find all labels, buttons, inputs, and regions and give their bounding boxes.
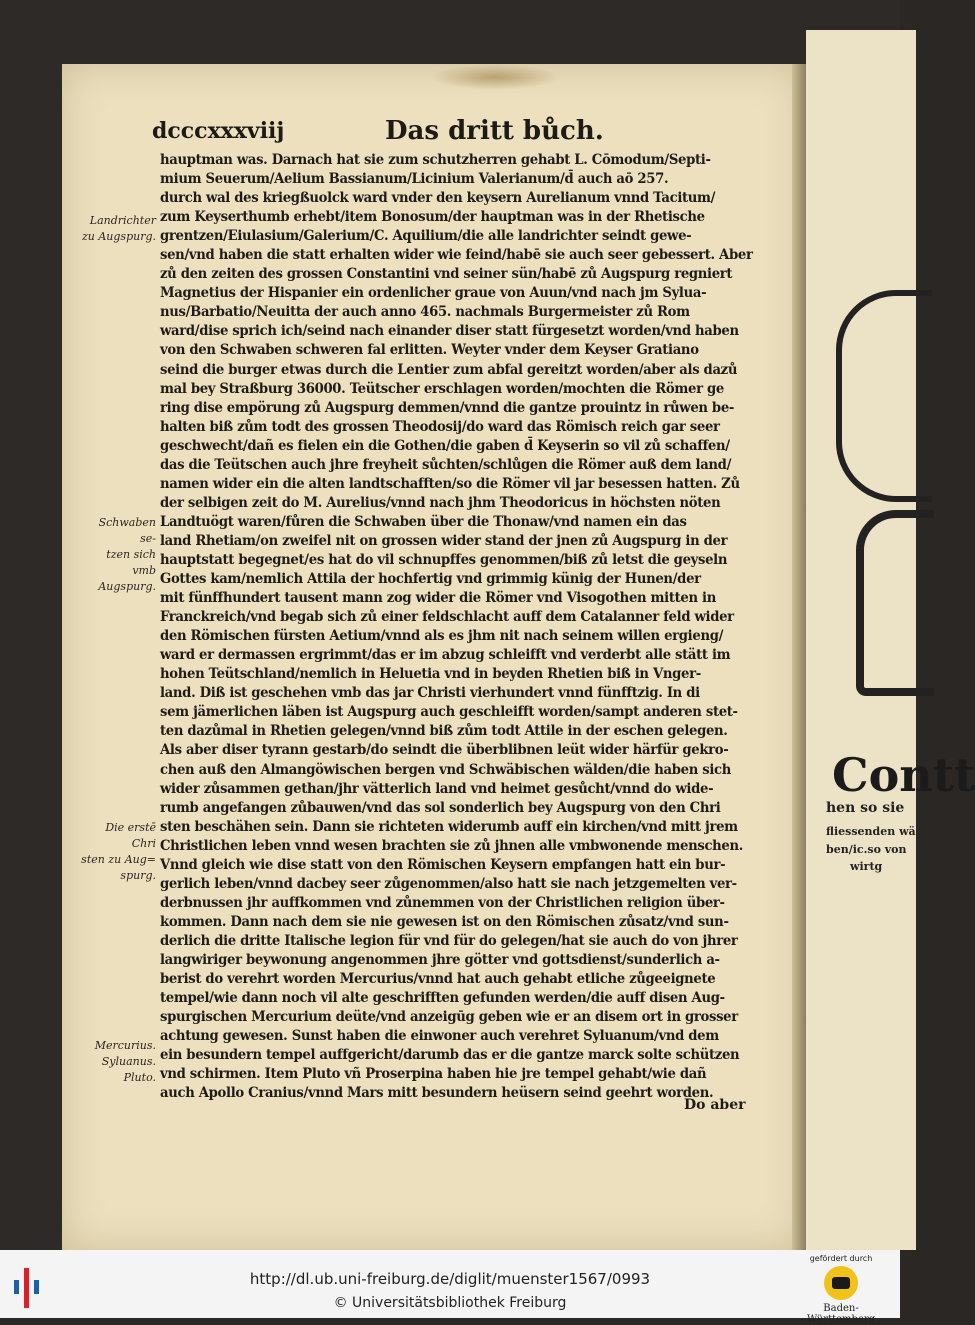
text-line: mium Seuerum/Aelium Bassianum/Licinium Valerianum/d̄ auch aō 257. [160, 171, 669, 188]
text-line: derbnussen jhr auffkommen vnd zůnemmen von der Christlichen religion über- [160, 894, 725, 911]
text-line: achtung gewesen. Sunst haben die einwoner auch verehret Syluanum/vnd dem [160, 1028, 719, 1045]
state-seal-icon [824, 1266, 858, 1300]
text-line: zů den zeiten des grossen Constantini vnd seiner sün/habē zů Augspurg regniert [160, 266, 733, 283]
permalink-url[interactable]: http://dl.ub.uni-freiburg.de/diglit/muenster1567/0993 [249, 1270, 651, 1288]
folio-number: dcccxxxviij [152, 118, 285, 144]
text-line: auch Apollo Cranius/vnnd Mars mitt besundern heüsern seind geehrt worden. [160, 1085, 714, 1102]
marginal-note-line: Landrichter [89, 214, 156, 227]
facing-line: wirtg [850, 860, 883, 873]
text-line: ein besundern tempel auffgericht/darumb das er die gantze marck solte schützen [160, 1047, 740, 1064]
marginal-note-line: Mercurius. [94, 1039, 156, 1052]
catchword: Do aber [684, 1097, 746, 1113]
text-line: seind die burger etwas durch die Lentier zum abfal gereitzt worden/aber als dazů [160, 361, 738, 378]
text-line: ten dazůmal in Rhetien gelegen/vnnd biß zům todt Attile in der eschen gelegen. [160, 723, 728, 740]
decorated-initial-ornament [856, 510, 934, 696]
text-line: rumb angefangen zůbauwen/vnd das sol sonderlich bey Augspurg von den Chri [160, 799, 721, 816]
text-line: mit fünffhundert tausent mann zog wider die Römer vnd Visogothen mitten in [160, 590, 716, 607]
viewer-footer [0, 1250, 900, 1325]
text-line: berist do verehrt worden Mercurius/vnnd hat auch gehabt etliche zůgeeignete [160, 971, 716, 988]
text-line: von den Schwaben schweren fal erlitten. Weyter vnder dem Keyser Gratiano [160, 342, 699, 359]
text-line: land Rhetiam/on zweifel nit on grossen wider stand der jnen zů Augspurg in der [160, 532, 728, 549]
facing-line: hen so sie [826, 800, 905, 816]
text-line: vnd schirmen. Item Pluto vñ Proserpina haben hie jre tempel gehabt/wie dañ [160, 1066, 707, 1083]
text-line: gerlich leben/vnnd dacbey seer zůgenommen/also hatt sie nach jetzgemelten ver- [160, 875, 737, 892]
text-line: hauptstatt begegnet/es hat do vil schnupffes genommen/biß zů letst die geyseln [160, 551, 728, 568]
text-line: Vnnd gleich wie dise statt von den Römischen Keysern empfangen hatt ein bur- [160, 856, 726, 873]
text-line: hauptman was. Darnach hat sie zum schutzherren gehabt L. Cōmodum/Septi- [160, 152, 711, 168]
text-line: sten beschähen sein. Dann sie richteten widerumb auff ein kirchen/vnd mitt jrem [160, 818, 738, 835]
text-line: land. Diß ist geschehen vmb das jar Christi vierhundert vnnd fünfftzig. In di [160, 685, 700, 702]
text-line: hohen Teütschland/nemlich in Heluetia vnd in beyden Rhetien biß in Vnger- [160, 666, 701, 683]
text-line: grentzen/Eiulasium/Galerium/C. Aquilium/die alle landrichter seindt gewe- [160, 228, 692, 245]
text-line: Christlichen leben vnnd wesen brachten sie zů jhnen alle vmbwonende menschen. [160, 837, 744, 854]
text-line: wider zůsammen gethan/jhr vätterlich land vnd heimet gesůcht/vnnd do wide- [160, 780, 714, 797]
text-line: spurgischen Mercurium deüte/vnd anzeigūg geben wie er an disem ort in grosser [160, 1009, 738, 1026]
text-line: Franckreich/vnd begab sich zů einer feldschlacht auff dem Catalanner feld wider [160, 609, 734, 626]
marginal-note-line: zu Augspurg. [81, 230, 156, 243]
text-line: derlich die dritte Italische legion für vnd für do gelegen/hat sie auch do von jhrer [160, 932, 738, 949]
text-line: Magnetius der Hispanier ein ordenlicher graue von Auun/vnd nach jm Sylua- [160, 285, 707, 302]
text-line: mal bey Straßburg 36000. Teütscher erschlagen worden/mochten die Römer ge [160, 380, 724, 397]
decorated-initial-ornament [836, 290, 932, 502]
text-line: chen auß den Almangöwischen bergen vnd Schwäbischen wälden/die haben sich [160, 761, 732, 778]
text-line: nus/Barbatio/Neuitta der auch anno 465. nachmals Burgermeister zů Rom [160, 304, 690, 321]
body-text [160, 151, 752, 1103]
page-edge [792, 64, 806, 1250]
marginal-note [80, 820, 156, 884]
text-line: tempel/wie dann noch vil alte geschrifften gefunden werden/die auff disen Aug- [160, 990, 725, 1007]
marginal-note [80, 1038, 156, 1086]
paper-stain [430, 64, 560, 90]
text-line: Gottes kam/nemlich Attila der hochfertig vnd grimmig künig der Hunen/der [160, 571, 701, 588]
text-line: zum Keyserthumb erhebt/item Bonosum/der hauptman was in der Rhetische [160, 209, 705, 226]
text-line: Als aber diser tyrann gestarb/do seindt die überblibnen leüt wider härfür gekro- [160, 742, 729, 759]
facing-line: ben/ic.so von [826, 843, 907, 856]
text-line: Landtuögt waren/fůren die Schwaben über die Thonaw/vnd namen ein das [160, 513, 687, 530]
text-line: den Römischen fürsten Aetium/vnnd als es jhm nit nach seinem willen ergieng/ [160, 628, 724, 645]
marginal-note-line: Die erstē Chri [105, 821, 156, 850]
text-line: geschwecht/dañ es fielen ein die Gothen/die gaben d̄ Keyserin so vil zů schaffen/ [160, 437, 730, 454]
text-line: langwiriger beywonung angenommen jhre götter vnd gottsdienst/sunderlich a- [160, 951, 720, 968]
marginal-note-line: Syluanus. [101, 1055, 156, 1068]
marginal-note [80, 515, 156, 595]
marginal-note-line: tzen sich vmb [106, 548, 156, 577]
text-line: sen/vnd haben die statt erhalten wider wie feind/habē sie auch seer gebessert. Aber [160, 247, 753, 264]
marginal-note-line: Pluto. [123, 1071, 156, 1084]
text-line: der selbigen zeit do M. Aurelius/vnnd nach jhm Theodoricus in höchsten nöten [160, 494, 721, 511]
sponsor-state: Baden-Württemberg [806, 1303, 876, 1325]
marginal-note [80, 213, 156, 245]
copyright-notice: © Universitätsbibliothek Freiburg [333, 1295, 567, 1311]
text-line: sem jämerlichen läben ist Augspurg auch geschleifft worden/sampt anderen stet- [160, 704, 738, 721]
marginal-note-line: Augspurg. [98, 580, 156, 593]
running-head: Das dritt bůch. [385, 116, 604, 146]
facing-line: fliessenden wä [826, 825, 916, 838]
marginal-note-line: Schwaben se- [98, 516, 156, 545]
marginal-note-line: spurg. [120, 869, 156, 882]
facing-title: Contt [832, 748, 975, 802]
text-line: namen wider ein die alten landtschafften/so die Römer vil jar besessen hatten. Zů [160, 475, 740, 492]
sponsor-block [796, 1254, 886, 1325]
text-line: ward/dise sprich ich/seind nach einander diser statt fürgesetzt worden/vnd haben [160, 323, 739, 340]
text-line: das die Teütschen auch jhre freyheit sůchten/schlůgen die Römer auß dem land/ [160, 456, 732, 473]
facing-page [806, 30, 975, 1250]
text-line: kommen. Dann nach dem sie nie gewesen ist on den Römischen zůsatz/vnd sun- [160, 913, 729, 930]
text-line: ring dise empörung zů Augspurg demmen/vnnd die gantze prouintz in růwen be- [160, 399, 735, 416]
marginal-note-line: sten zu Aug= [81, 853, 156, 866]
text-line: halten biß zům todt des grossen Theodosij/do ward das Römisch reich gar seer [160, 418, 720, 435]
text-line: ward er dermassen ergrimmt/das er im abzug schleifft vnd verderbt alle stätt im [160, 647, 731, 664]
sponsor-label: gefördert durch [809, 1254, 873, 1263]
text-line: durch wal des kriegßuolck ward vnder den keysern Aurelianum vnnd Tacitum/ [160, 190, 716, 207]
